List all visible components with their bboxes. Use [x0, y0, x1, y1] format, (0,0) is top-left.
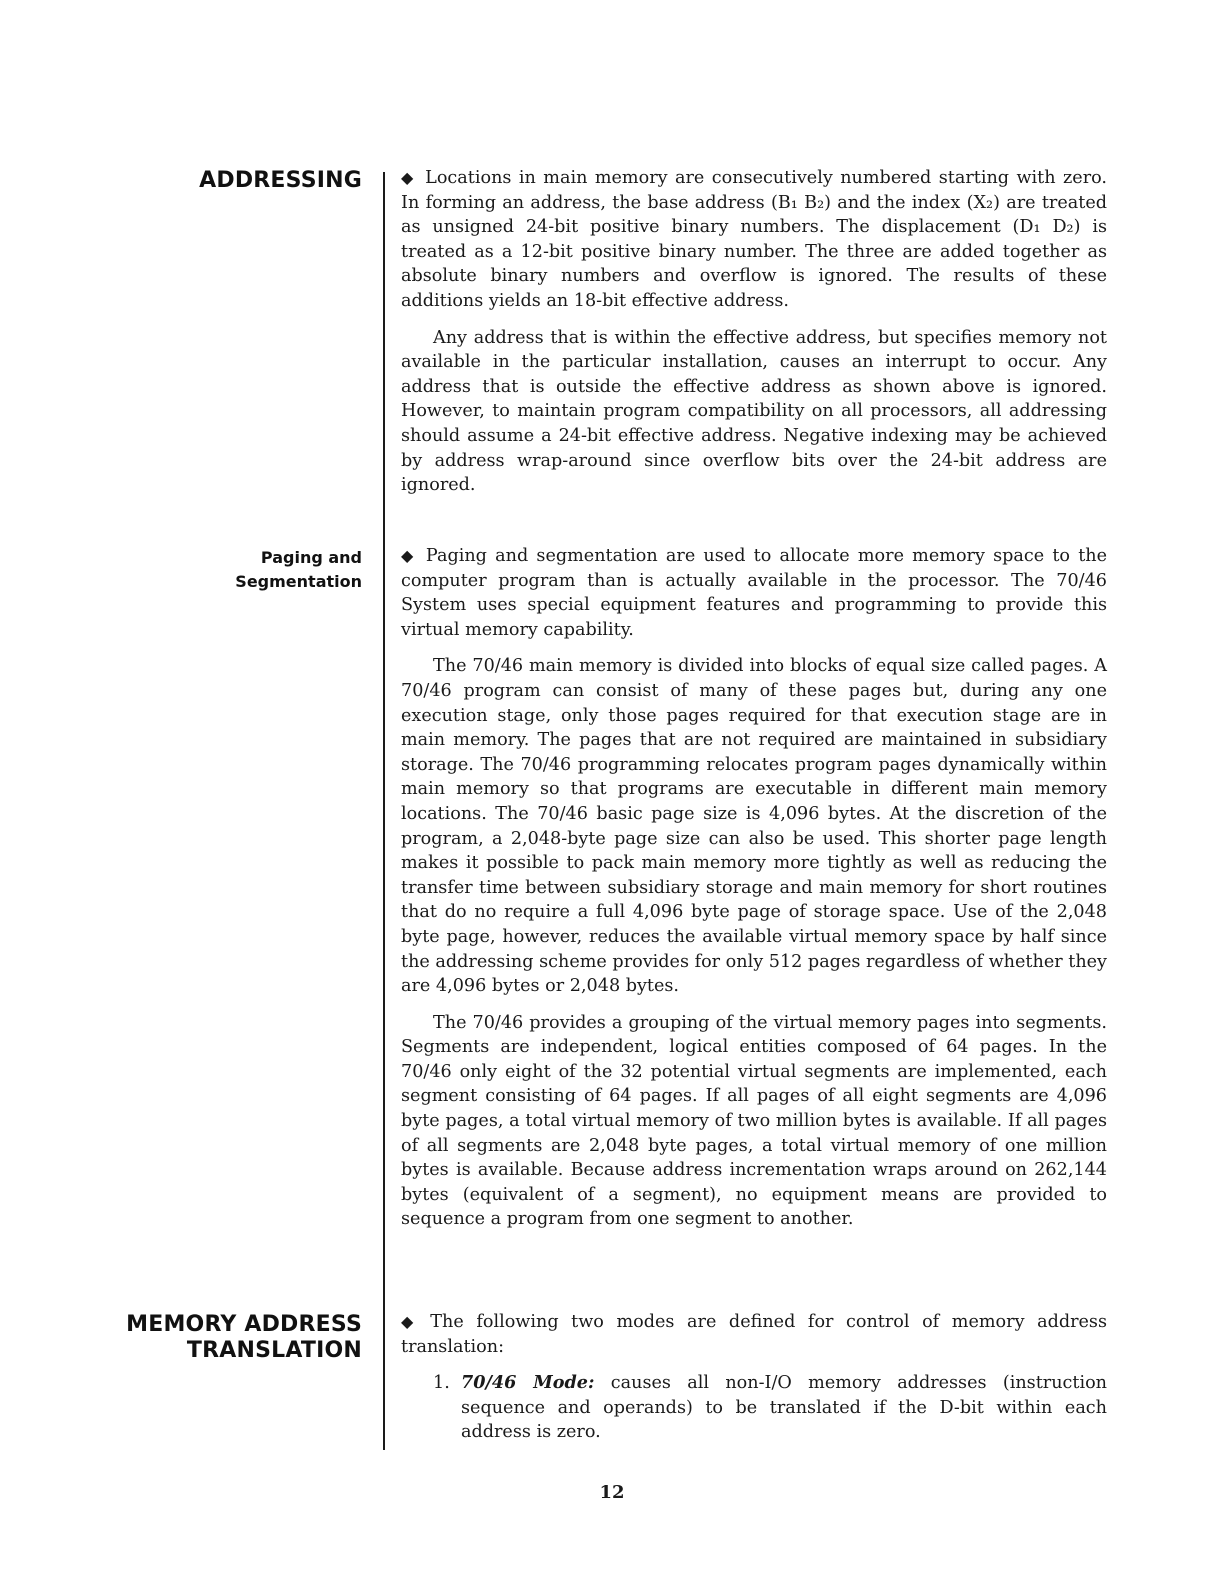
list-item-text: 70/46 Mode: causes all non-I/O memory addresses (instruction sequence and operands) to be translated if the D-bit within each address is zero.	[461, 1372, 1107, 1443]
heading-mat-line1: MEMORY ADDRESS	[126, 1312, 362, 1337]
addressing-paragraph-1: ◆ Locations in main memory are consecutively numbered starting with zero. In forming an address, the base address (B₁ B₂) and the index (X₂) are treated as unsigned 24-bit positive binary numbers. The displacement (D₁ D₂) is treated as a 12-bit positive binary number. The three are added together as absolute binary numbers and overflow is ignored. The results of these additions yields an 18-bit effective address.	[401, 168, 1107, 311]
vertical-margin-rule	[383, 172, 385, 1450]
heading-paging-line1: Paging and	[260, 548, 362, 567]
diamond-bullet-icon: ◆	[401, 1312, 421, 1331]
addressing-body	[401, 166, 1107, 510]
list-item	[433, 1371, 1107, 1445]
heading-paging-segmentation	[235, 546, 362, 594]
diamond-bullet-icon: ◆	[401, 546, 416, 565]
page-number: 12	[599, 1482, 625, 1503]
diamond-bullet-icon: ◆	[401, 168, 416, 187]
list-item-number: 1.	[433, 1373, 450, 1394]
heading-memory-address-translation	[126, 1312, 362, 1364]
heading-addressing-text: ADDRESSING	[199, 168, 362, 193]
mode-name: 70/46 Mode:	[461, 1372, 595, 1394]
addressing-paragraph-2: Any address that is within the effective address, but specifies memory not available in the particular installation, causes an interrupt to occur. Any address that is outside the effective address as shown above is ignored. However, to maintain program compatibility on all processors, all addressing should assume a 24-bit effective address. Negative indexing may be achieved by address wrap-around since overflow bits over the 24-bit address are ignored.	[401, 327, 1107, 496]
translation-body	[401, 1310, 1107, 1445]
heading-mat-line2: TRANSLATION	[186, 1338, 362, 1363]
paging-paragraph-2: The 70/46 main memory is divided into blocks of equal size called pages. A 70/46 program can consist of many of these pages but, during any one execution stage, only those pages required for that execution stage are in main memory. The pages that are not required are maintained in subsidiary storage. The 70/46 programming relocates program pages dynamically within main memory so that programs are executable in different main memory locations. The 70/46 basic page size is 4,096 bytes. At the discretion of the program, a 2,048-byte page size can also be used. This shorter page length makes it possible to pack main memory more tightly as well as reducing the transfer time between subsidiary storage and main memory for short routines that do no require a full 4,096 byte page of storage space. Use of the 2,048 byte page, however, reduces the available virtual memory space by half since the addressing scheme provides for only 512 pages regardless of whether they are 4,096 bytes or 2,048 bytes.	[401, 656, 1107, 997]
paging-body	[401, 544, 1107, 1244]
translation-intro: ◆ The following two modes are defined for control of memory address translation:	[401, 1312, 1107, 1357]
paging-paragraph-3: The 70/46 provides a grouping of the virtual memory pages into segments. Segments are independent, logical entities composed of 64 pages. In the 70/46 only eight of the 32 potential virtual segments are implemented, each segment consisting of 64 pages. If all pages of all eight segments are 4,096 byte pages, a total virtual memory of two million bytes is available. If all pages of all segments are 2,048 byte pages, a total virtual memory of one million bytes is available. Because address incrementation wraps around on 262,144 bytes (equivalent of a segment), no equipment means are provided to sequence a program from one segment to another.	[401, 1012, 1107, 1230]
paging-paragraph-1: ◆ Paging and segmentation are used to allocate more memory space to the computer program than is actually available in the processor. The 70/46 System uses special equipment features and programming to provide this virtual memory capability.	[401, 546, 1108, 640]
heading-addressing	[199, 168, 362, 194]
heading-paging-line2: Segmentation	[235, 572, 362, 591]
